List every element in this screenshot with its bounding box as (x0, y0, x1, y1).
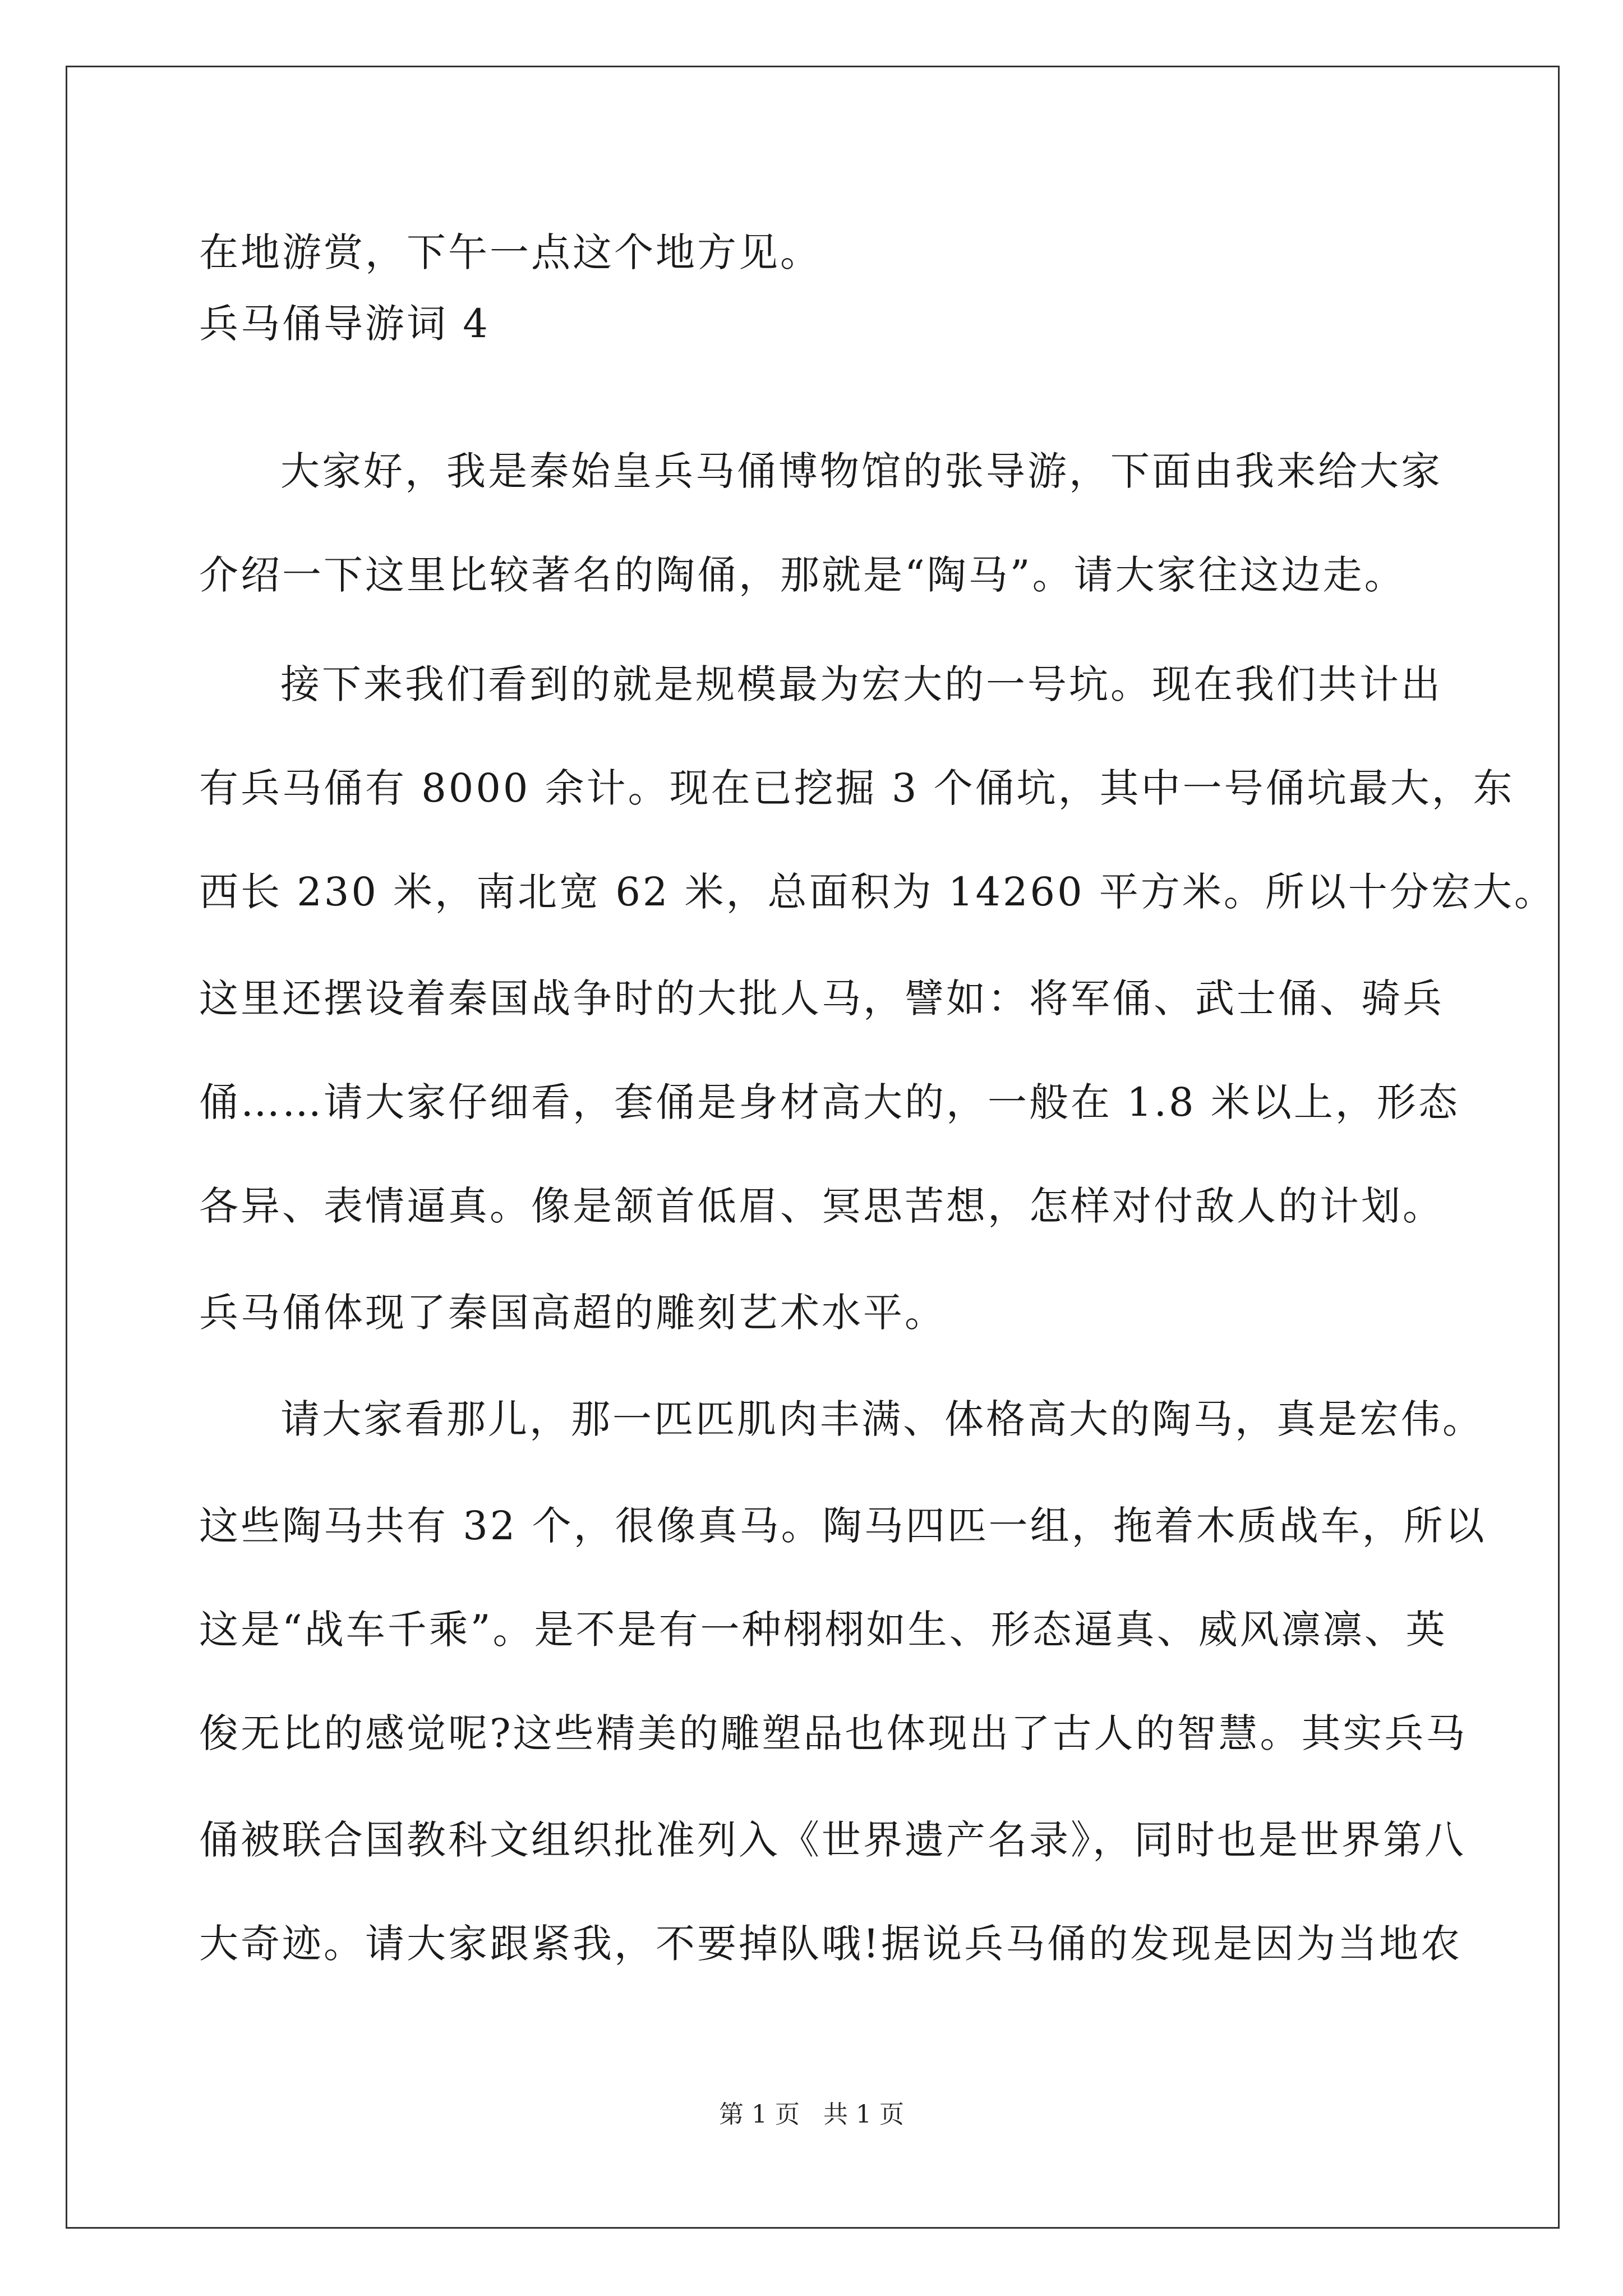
text-line: 各异、表情逼真。像是颔首低眉、冥思苦想，怎样对付敌人的计划。 (199, 1183, 1444, 1229)
text-line: 俑被联合国教科文组织批准列入《世界遗产名录》，同时也是世界第八 (199, 1817, 1466, 1863)
text-line: 有兵马俑有 8000 余计。现在已挖掘 3 个俑坑，其中一号俑坑最大，东 (199, 765, 1515, 811)
paragraph-first-line: 接下来我们看到的就是规模最为宏大的一号坑。现在我们共计出 (280, 661, 1442, 707)
page-number-footer: 第 1 页 共 1 页 (719, 2100, 904, 2129)
text-line: 俑……请大家仔细看，套俑是身材高大的，一般在 1.8 米以上，形态 (199, 1079, 1460, 1125)
text-line: 介绍一下这里比较著名的陶俑，那就是“陶马”。请大家往这边走。 (199, 552, 1406, 598)
text-line: 兵马俑体现了秦国高超的雕刻艺术水平。 (199, 1290, 946, 1336)
text-line: 大奇迹。请大家跟紧我，不要掉队哦!据说兵马俑的发现是因为当地农 (199, 1921, 1463, 1967)
text-line: 俊无比的感觉呢?这些精美的雕塑品也体现出了古人的智慧。其实兵马 (199, 1710, 1468, 1756)
page-border (66, 66, 1560, 2229)
paragraph-first-line: 请大家看那儿，那一匹匹肌肉丰满、体格高大的陶马，真是宏伟。 (280, 1396, 1484, 1442)
text-line: 这些陶马共有 32 个，很像真马。陶马四匹一组，拖着木质战车，所以 (199, 1503, 1487, 1549)
paragraph-first-line: 大家好，我是秦始皇兵马俑博物馆的张导游，下面由我来给大家 (280, 448, 1442, 494)
text-line: 西长 230 米，南北宽 62 米，总面积为 14260 平方米。所以十分宏大。 (199, 869, 1556, 915)
section-heading: 兵马俑导游词 4 (199, 301, 490, 347)
text-line: 在地游赏，下午一点这个地方见。 (199, 229, 822, 275)
text-line: 这里还摆设着秦国战争时的大批人马，譬如：将军俑、武士俑、骑兵 (199, 976, 1444, 1022)
text-line: 这是“战车千乘”。是不是有一种栩栩如生、形态逼真、威风凛凛、英 (199, 1607, 1447, 1653)
